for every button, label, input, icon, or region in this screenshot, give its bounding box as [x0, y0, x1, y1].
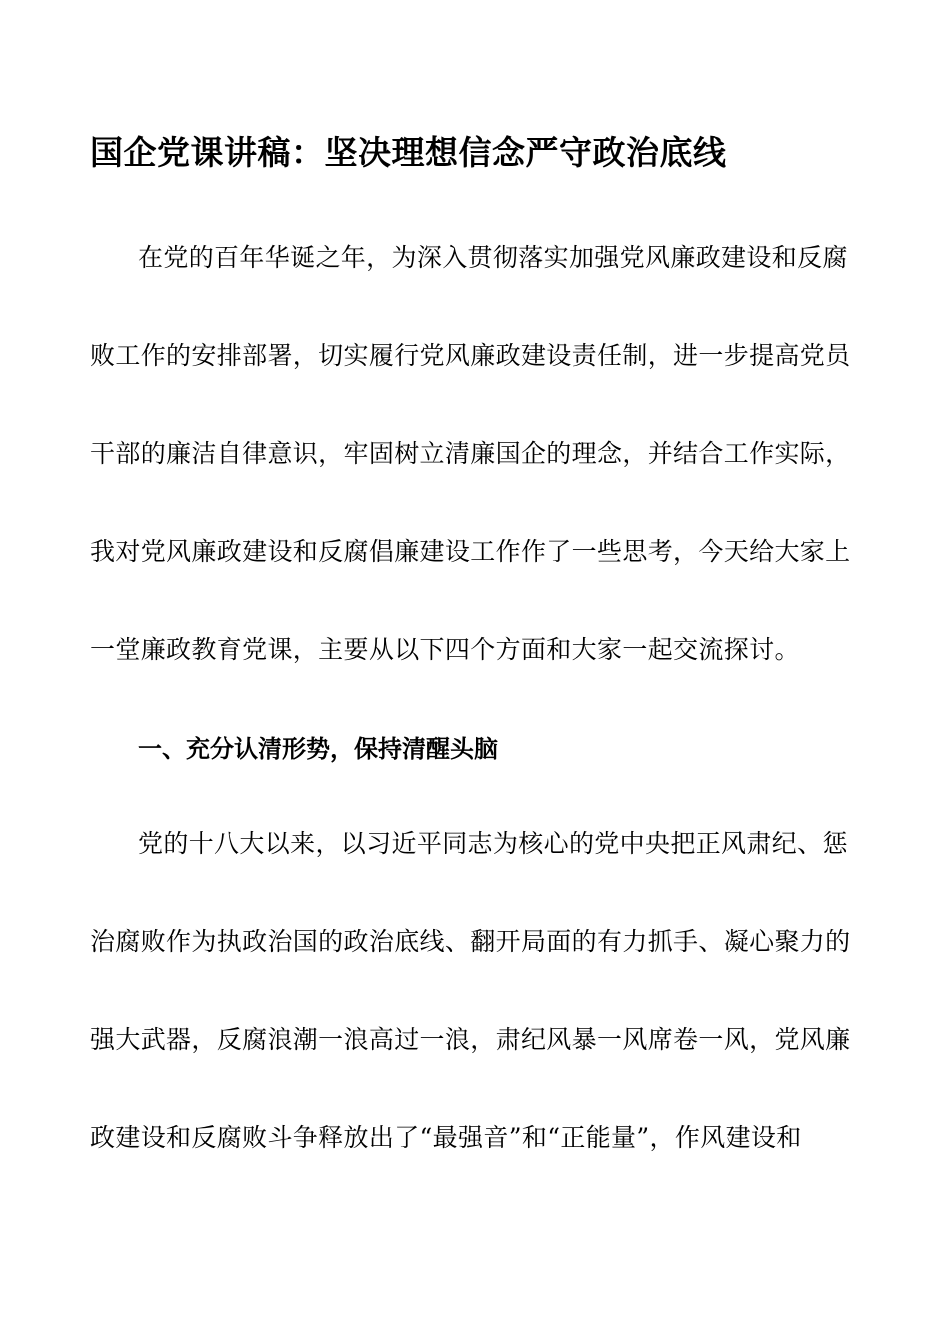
- paragraph-2-line-1: 党的十八大以来，以习近平同志为核心的党中央把正风肃纪、惩: [138, 829, 848, 858]
- paragraph-2-line-2: 治腐败作为执政治国的政治底线、翻开局面的有力抓手、凝心聚力的: [90, 927, 851, 956]
- paragraph-1-line-5: 一堂廉政教育党课，主要从以下四个方面和大家一起交流探讨。: [90, 635, 800, 664]
- paragraph-1-line-1: 在党的百年华诞之年，为深入贯彻落实加强党风廉政建设和反腐: [138, 243, 848, 272]
- paragraph-2-line-3: 强大武器，反腐浪潮一浪高过一浪，肃纪风暴一风席卷一风，党风廉: [90, 1025, 851, 1054]
- paragraph-2-line-4: 政建设和反腐败斗争释放出了“最强音”和“正能量”，作风建设和: [90, 1123, 802, 1152]
- document-title: 国企党课讲稿：坚决理想信念严守政治底线: [90, 133, 727, 172]
- section-heading: 一、充分认清形势，保持清醒头脑: [138, 734, 498, 763]
- paragraph-1-line-3: 干部的廉洁自律意识，牢固树立清廉国企的理念，并结合工作实际，: [90, 439, 851, 468]
- paragraph-1-line-4: 我对党风廉政建设和反腐倡廉建设工作作了一些思考，今天给大家上: [90, 537, 851, 566]
- paragraph-1-line-2: 败工作的安排部署，切实履行党风廉政建设责任制，进一步提高党员: [90, 341, 851, 370]
